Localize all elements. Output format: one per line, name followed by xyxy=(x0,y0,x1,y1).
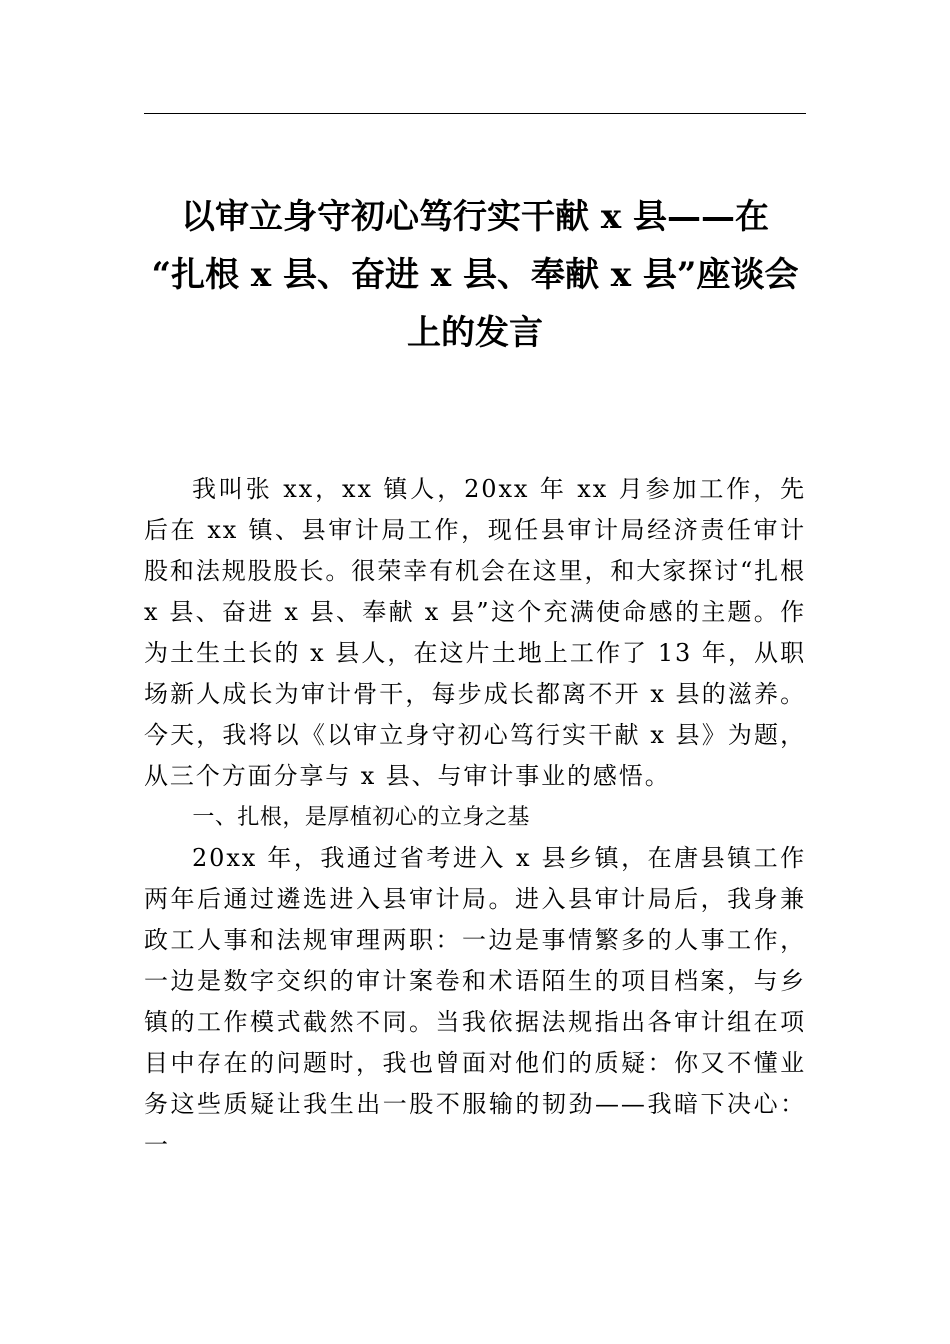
document-body xyxy=(144,469,806,1166)
header-rule xyxy=(144,113,806,114)
section-heading: 一、扎根，是厚植初心的立身之基 xyxy=(192,805,530,830)
title-line-3: 上的发言 xyxy=(407,313,543,353)
section-paragraph-clip xyxy=(144,838,806,1166)
section-paragraph: 20xx 年，我通过省考进入 x 县乡镇，在唐县镇工作两年后通过遴选进入县审计局。进入县审计局后，我身兼政工人事和法规审理两职：一边是事情繁多的人事工作，一边是数字交织的审计案卷和术语陌生的项目档案，与乡镇的工作模式截然不同。当我依据法规指出各审计组在项目中存在的问题时，我也曾面对他们的质疑：你又不懂业务这些质疑让我生出一股不服输的韧劲——我暗下决心：一 xyxy=(144,844,806,1159)
document-title xyxy=(144,188,806,362)
title-line-1: 以审立身守初心笃行实干献 x 县——在 xyxy=(181,197,769,237)
title-line-2: “扎根 x 县、奋进 x 县、奉献 x 县”座谈会 xyxy=(151,255,799,295)
intro-paragraph: 我叫张 xx，xx 镇人，20xx 年 xx 月参加工作，先后在 xx 镇、县审计局工作，现任县审计局经济责任审计股和法规股股长。很荣幸有机会在这里，和大家探讨“扎根 x 县、奋进 x 县、奉献 x 县”这个充满使命感的主题。作为土生土长的 x 县人，在这片土地上工作了 13 年，从职场新人成长为审计骨干，每步成长都离不开 x 县的滋养。今天，我将以《以审立身守初心笃行实干献 x 县》为题，从三个方面分享与 x 县、与审计事业的感悟。 xyxy=(144,475,806,790)
